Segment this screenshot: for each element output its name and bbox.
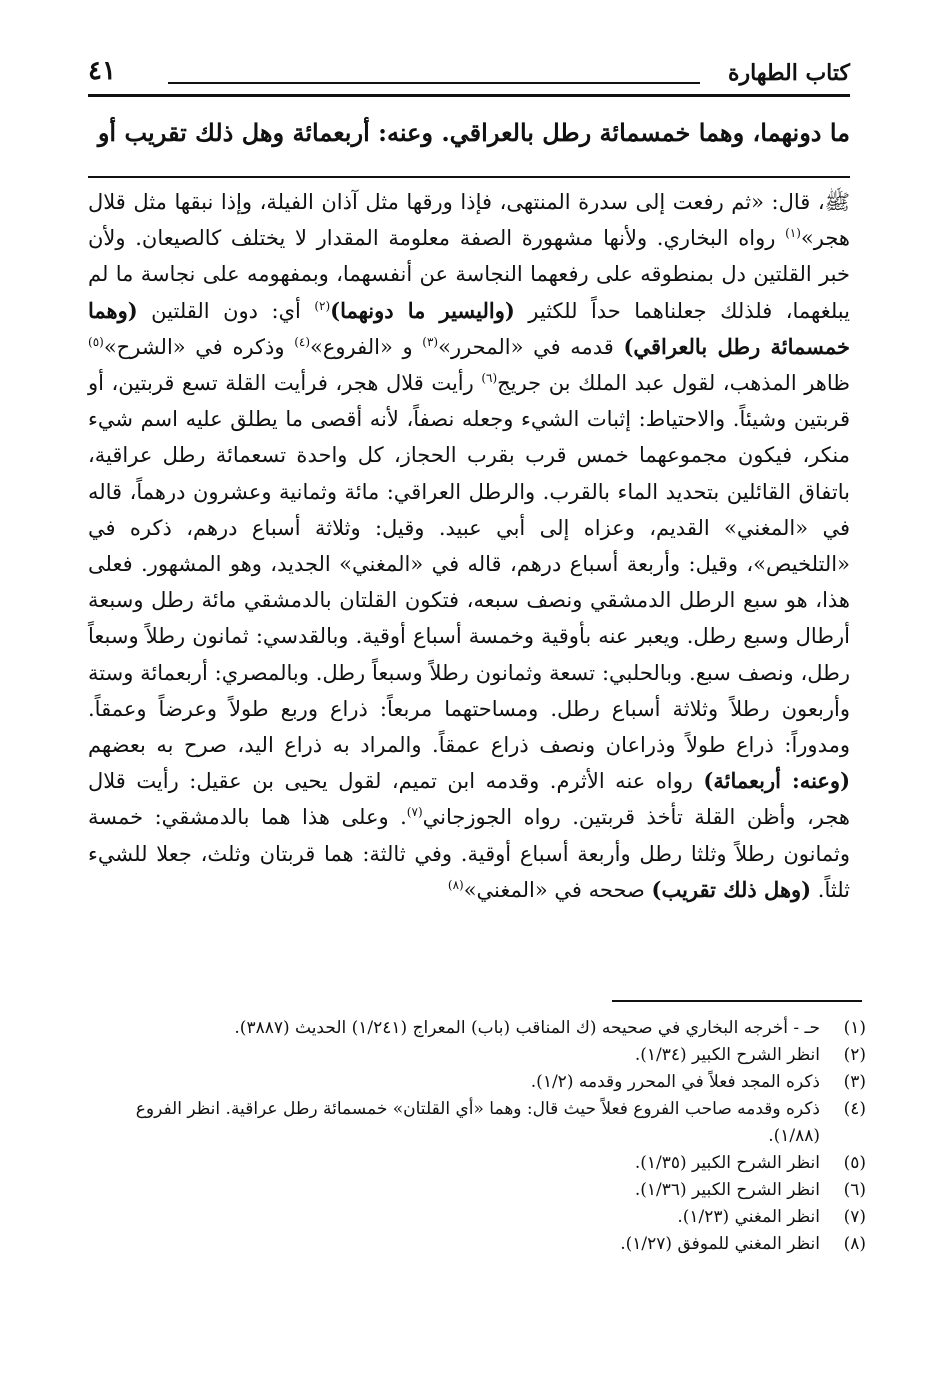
- footnote-ref: (٢): [314, 298, 331, 313]
- footnote-ref: (٧): [406, 805, 423, 820]
- footnote-ref: (١): [785, 226, 801, 241]
- footnote-item: [88, 1096, 866, 1150]
- matn-text: ما دونهما، وهما خمسمائة رطل بالعراقي. وعنه: أربعمائة وهل ذلك تقريب أو: [97, 118, 850, 147]
- footnotes: [88, 1015, 866, 1258]
- text-run: رواه عنه الأثرم. وقدمه ابن تميم، لقول يحيى بن عقيل: رأيت قلال هجر، وأظن القلة تأخذ قربتين. رواه الجوزجاني: [88, 769, 851, 830]
- footnote-number: (٥): [843, 1153, 866, 1173]
- footnote-number: (٣): [843, 1072, 866, 1092]
- footnote-number: (٨): [843, 1234, 866, 1254]
- page-header: [88, 52, 850, 96]
- matn-quote: (وهل ذلك تقريب): [651, 876, 812, 902]
- text-run: وذكره في «الشرح»: [103, 334, 295, 359]
- matn-quote: (وعنه: أربعمائة): [703, 768, 851, 794]
- running-title: كتاب الطهارة: [727, 60, 850, 86]
- text-run: . وعلى هذا هما بالدمشقي: خمسة وثمانون رطلاً وثلثا رطل وأربعة أسباع أوقية. وفي ثالثة: هما قربتان وثلث، جعلا للشيء ثلثاً.: [88, 805, 850, 902]
- text-run: ﷺ، قال: «ثم رفعت إلى سدرة المنتهى، فإذا ورقها مثل آذان الفيلة، وإذا نبقها مثل قلال هجر»: [88, 190, 850, 251]
- footnote-ref: (٥): [88, 334, 104, 349]
- footnote-text: ذكره وقدمه صاحب الفروع فعلاً حيث قال: وهما «أي القلتان» خمسمائة رطل عراقية. انظر الفروع (١/٨٨).: [135, 1099, 820, 1146]
- footnote-item: [88, 1069, 866, 1096]
- footnote-number: (٧): [843, 1207, 866, 1227]
- footnote-number: (٢): [843, 1045, 866, 1065]
- text-run: أي: دون القلتين: [137, 298, 315, 323]
- footnote-text: انظر الشرح الكبير (١/٣٤).: [634, 1045, 820, 1065]
- footnote-text: ذكره المجد فعلاً في المحرر وقدمه (١/٢).: [530, 1072, 820, 1092]
- footnote-text: انظر المغني (١/٢٣).: [677, 1207, 820, 1227]
- footnote-text: انظر المغني للموفق (١/٢٧).: [620, 1234, 820, 1254]
- matn-divider: [88, 176, 850, 178]
- footnote-number: (١): [843, 1018, 866, 1038]
- footnote-number: (٤): [843, 1099, 866, 1119]
- text-run: رأيت قلال هجر، فرأيت القلة تسع قربتين، أو قربتين وشيئاً. والاحتياط: إثبات الشيء وجعله نصفاً، لأنه أقصى ما يطلق عليه اسم شيء منكر، فيكون مجموعهما خمس قرب بقرب الحجاز، كل واحدة تسعمائة رطل عراقية، باتفاق القائلين بتحديد الماء بالقرب. والرطل العراقي: مائة وثمانية وعشرون درهماً، قاله في «المغني» القديم، وعزاه إلى أبي عبيد. وقيل: وثلاثة أسباع درهم، ذكره في «التلخيص»، وقيل: وأربعة أسباع درهم، قاله في «المغني» الجديد، وهو المشهور. فعلى هذا، هو سبع الرطل الدمشقي ونصف سبعه، فتكون القلتان بالدمشقي مائة رطل وسبعة أرطال وسبع رطل. ويعبر عنه بأوقية وخمسة أسباع أوقية. وبالقدسي: ثمانون رطلاً وسبعاً رطل، ونصف سبع. وبالحلبي: تسعة وثمانون رطلاً وسبعاً رطل. وبالمصري: أربعمائة وستة وأربعون رطلاً وثلاثة أسباع رطل. ومساحتهما مربعاً: ذراع وربع طولاً وعرضاً وعمقاً. ومدوراً: ذراع طولاً وذراعان ونصف ذراع عمقاً. والمراد به ذراع اليد، صرح به بعضهم: [88, 371, 850, 758]
- footnote-item: [88, 1150, 866, 1177]
- commentary-paragraph: [88, 184, 850, 908]
- footnote-ref: (٤): [294, 334, 311, 349]
- page-number: ٤١: [88, 56, 116, 86]
- footnote-ref: (٦): [481, 371, 498, 386]
- footnote-number: (٦): [843, 1180, 866, 1200]
- footnote-text: انظر الشرح الكبير (١/٣٦).: [634, 1180, 820, 1200]
- matn-quote: (واليسير ما دونهما): [330, 297, 515, 323]
- footnote-text: حـ - أخرجه البخاري في صحيحه (ك المناقب (باب) المعراج (١/٢٤١) الحديث (٣٨٨٧).: [234, 1018, 820, 1038]
- matn-quote: (وهما خمسمائة رطل بالعراقي): [88, 297, 850, 359]
- commentary-text: [88, 184, 850, 908]
- footnote-divider: [612, 1000, 862, 1002]
- text-run: قدمه في «المحرر»: [438, 334, 624, 359]
- header-rule: [168, 82, 700, 84]
- text-run: و «الفروع»: [310, 334, 423, 359]
- footnote-ref: (٣): [422, 334, 439, 349]
- header-divider: [88, 94, 850, 97]
- footnote-item: [88, 1231, 866, 1258]
- text-run: رواه البخاري. ولأنها مشهورة الصفة معلومة المقدار لا يختلف كالصيعان. ولأن خبر القلتين دل بمنطوقه على رفعهما النجاسة عن أنفسهما، وبمفهومه على نجاسة ما لم يبلغهما، فلذلك جعلناهما حداً للكثير: [88, 226, 850, 323]
- text-run: صححه في «المغني»: [463, 877, 652, 902]
- footnote-item: [88, 1177, 866, 1204]
- footnote-item: [88, 1015, 866, 1042]
- footnote-item: [88, 1042, 866, 1069]
- footnote-text: انظر الشرح الكبير (١/٣٥).: [634, 1153, 820, 1173]
- text-run: ظاهر المذهب، لقول عبد الملك بن جريج: [497, 371, 850, 396]
- footnote-ref: (٨): [447, 877, 464, 892]
- footnote-item: [88, 1204, 866, 1231]
